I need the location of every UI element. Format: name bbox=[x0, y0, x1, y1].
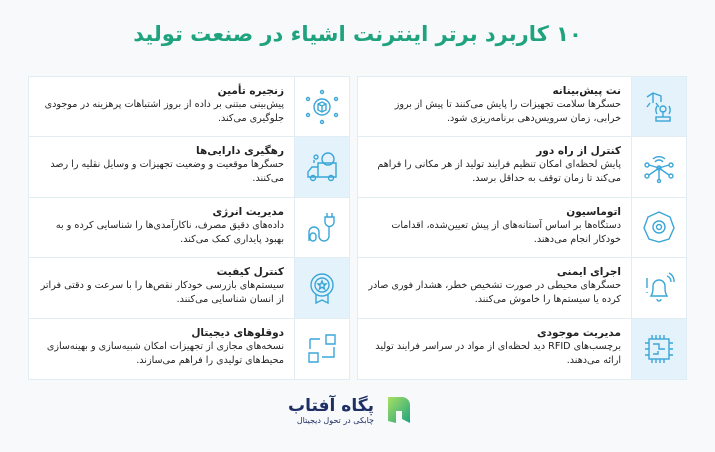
card-inventory bbox=[358, 319, 686, 379]
card-heading: کنترل کیفیت bbox=[216, 266, 284, 279]
robot-arm-icon bbox=[631, 77, 686, 136]
card-safety bbox=[358, 258, 686, 318]
card-supply-chain bbox=[29, 77, 349, 137]
digital-twin-icon bbox=[294, 319, 349, 379]
card-heading: اجرای ایمنی bbox=[556, 266, 621, 279]
logo-tagline: چابکی در تحول دیجیتال bbox=[296, 415, 374, 425]
card-body: پایش لحظه‌ای امکان تنظیم فرایند تولید از هر مکانی را فراهم می‌کند تا زمان توقف به حداقل برسد. bbox=[377, 159, 621, 185]
truck-icon bbox=[294, 137, 349, 196]
left-column bbox=[28, 76, 350, 380]
card-energy bbox=[29, 198, 349, 258]
card-heading: مدیریت موجودی bbox=[537, 326, 621, 339]
logo-name: پگاه آفتاب bbox=[288, 395, 374, 416]
box-network-icon bbox=[294, 77, 349, 136]
card-heading: زنجیره تأمین bbox=[217, 85, 284, 97]
card-body: داده‌های دقیق مصرف، ناکارآمدی‌ها را شناسایی کرده و به بهبود پایداری کمک می‌کند. bbox=[55, 219, 284, 245]
quality-badge-icon bbox=[294, 258, 349, 317]
card-heading: کنترل از راه دور bbox=[536, 145, 621, 158]
plug-icon bbox=[294, 198, 349, 257]
card-heading: نت پیش‌بینانه bbox=[552, 85, 621, 97]
chip-icon bbox=[631, 319, 686, 379]
card-heading: دوقلوهای دیجیتال bbox=[191, 326, 284, 339]
network-icon bbox=[631, 137, 686, 196]
card-digital-twins bbox=[29, 319, 349, 379]
card-asset-tracking bbox=[29, 137, 349, 197]
card-predictive-maintenance bbox=[358, 77, 686, 137]
card-quality-control bbox=[29, 258, 349, 318]
brand-logo bbox=[288, 395, 412, 425]
right-column bbox=[357, 76, 687, 380]
card-body: پیش‌بینی مبتنی بر داده از بروز اشتباهات پرهزینه در موجودی جلوگیری می‌کند. bbox=[44, 99, 284, 124]
page-title: ۱۰ کاربرد برتر اینترنت اشیاء در صنعت تولید bbox=[133, 22, 582, 46]
card-body: حسگرهای محیطی در صورت تشخیص خطر، هشدار فوری صادر کرده یا سیستم‌ها را خاموش می‌کنند. bbox=[368, 280, 621, 306]
card-body: حسگرها موقعیت و وضعیت تجهیزات و وسایل نقلیه را رصد می‌کنند. bbox=[50, 159, 284, 185]
alarm-bell-icon bbox=[631, 258, 686, 317]
card-body: حسگرها سلامت تجهیزات را پایش می‌کنند تا پیش از بروز خرابی، زمان سرویس‌دهی برنامه‌ریزی شود. bbox=[394, 99, 621, 124]
card-heading: اتوماسیون bbox=[566, 205, 621, 218]
card-body: برچسب‌های RFID دید لحظه‌ای از مواد در سراسر فرایند تولید ارائه می‌دهند. bbox=[375, 340, 621, 366]
gear-network-icon bbox=[631, 198, 686, 257]
card-body: سیستم‌های بازرسی خودکار نقص‌ها را با سرعت و دقتی فراتر از انسان شناسایی می‌کنند. bbox=[40, 280, 284, 306]
card-automation bbox=[358, 198, 686, 258]
logo-mark-icon bbox=[386, 395, 412, 425]
card-heading: رهگیری دارایی‌ها bbox=[196, 145, 284, 158]
card-heading: مدیریت انرژی bbox=[212, 205, 284, 218]
card-remote-control bbox=[358, 137, 686, 197]
card-body: دستگاه‌ها بر اساس آستانه‌های از پیش تعیین‌شده، اقدامات خودکار انجام می‌دهند. bbox=[391, 219, 621, 245]
card-body: نسخه‌های مجازی از تجهیزات امکان شبیه‌سازی و بهینه‌سازی محیط‌های تولیدی را فراهم می‌سازند. bbox=[46, 340, 284, 366]
